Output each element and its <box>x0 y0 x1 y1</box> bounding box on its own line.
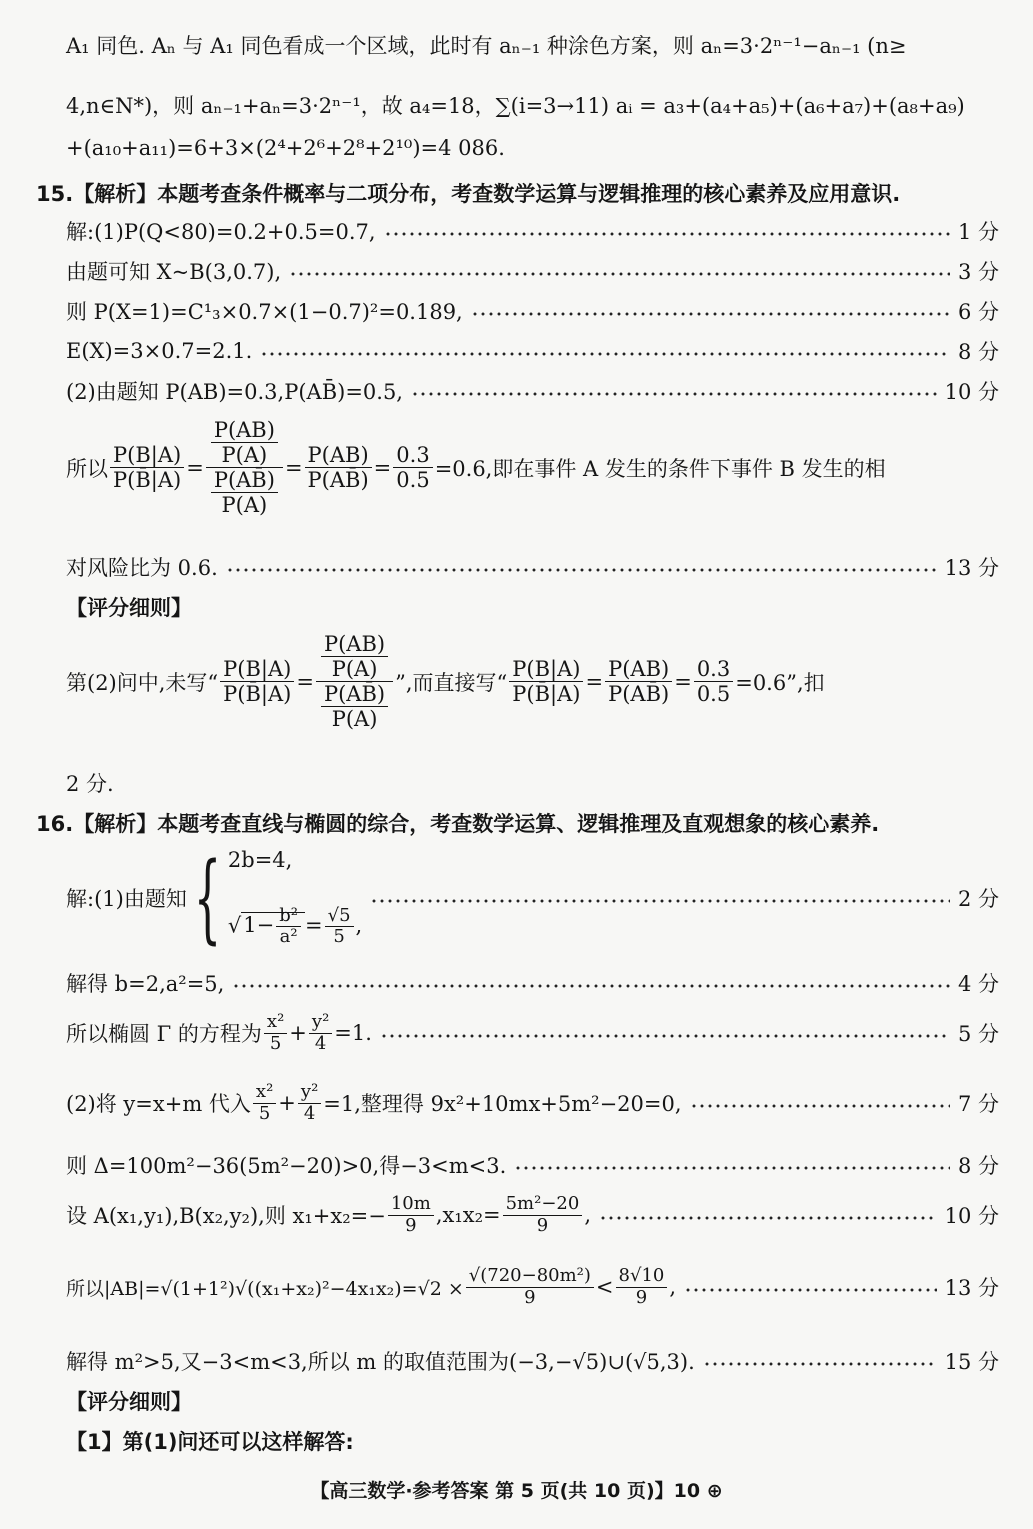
solution-line: 所以|AB|=√(1+1²)√((x₁+x₂)²−4x₁x₂)=√2 × $\frac{\text{√(720−80m²)}}{9}$ < $\frac{8√10}{9}$ , 13 分 <box>66 1265 999 1308</box>
score: 13 分 <box>944 556 999 580</box>
fraction: $\frac{P(AB)}{P(AB̄)}$ <box>605 657 672 706</box>
grading-heading: 【评分细则】 <box>66 596 192 620</box>
leader-dots <box>226 568 937 572</box>
fraction: $\frac{P(AB)}{P(AB̄)}$ <box>305 443 372 492</box>
q16-heading: 16.【解析】本题考查直线与椭圆的综合，考查数学运算、逻辑推理及直观想象的核心素养. <box>36 812 880 836</box>
leader-dots <box>232 984 950 988</box>
compound-fraction: $\frac{\frac{P(AB)}{P(A)}}{\frac{P(AB̄)}{P(A)}}$ <box>206 418 283 518</box>
fraction: $\frac{0.3}{0.5}$ <box>694 657 733 706</box>
score: 15 分 <box>944 1350 999 1374</box>
brace: { <box>193 842 222 954</box>
equation-system: 2b=4, √1− $\frac{\text{b²}}{\text{a²}}$ = $\frac{√5}{5}$ , <box>227 848 363 948</box>
system-equation: 解:(1)由题知 { 2b=4, √1− $\frac{\text{b²}}{\text{a²}}$ = $\frac{√5}{5}$ , 2 分 <box>66 842 999 954</box>
fraction-equation: 第(2)问中,未写“ $\frac{P(B|A)}{P(B̄|A)}$ = $\frac{\frac{P(AB)}{P(A)}}{\frac{P(AB̄)}{P(A)}}$ ”,而直接写“ $\frac{P(B|A)}{P(B̄|A)}$ = $\frac{P(AB)}{P(AB̄)}$ = $\frac{0.3}{0.5}$ =0.6”,扣 <box>66 632 825 732</box>
grading-heading: 【评分细则】 <box>66 1390 192 1414</box>
text-line: A₁ 同色. Aₙ 与 A₁ 同色看成一个区域，此时有 aₙ₋₁ 种涂色方案，则 aₙ=3·2ⁿ⁻¹−aₙ₋₁ (n≥ <box>66 34 907 58</box>
leader-dots <box>599 1216 937 1220</box>
leader-dots <box>684 1288 937 1292</box>
text-line: 2 分. <box>66 772 114 796</box>
fraction: $\frac{P(B|A)}{P(B̄|A)}$ <box>220 657 294 706</box>
fraction: $\frac{0.3}{0.5}$ <box>393 443 432 492</box>
score: 1 分 <box>957 220 999 244</box>
solution-line: 由题可知 X~B(3,0.7), 3 分 <box>66 256 999 286</box>
leader-dots <box>289 272 950 276</box>
solution-line: (2)将 y=x+m 代入 $\frac{\text{x²}}{5}$ + $\frac{\text{y²}}{4}$ =1,整理得 9x²+10mx+5m²−20=0, 7 分 <box>66 1081 999 1124</box>
solution-line: 解得 m²>5,又−3<m<3,所以 m 的取值范围为(−3,−√5)∪(√5,3). 15 分 <box>66 1346 999 1376</box>
leader-dots <box>703 1362 937 1366</box>
score: 10 分 <box>944 380 999 404</box>
leader-dots <box>370 899 950 903</box>
fraction: $\frac{P(B|A)}{P(B̄|A)}$ <box>509 657 583 706</box>
leader-dots <box>411 392 937 396</box>
solution-line: (2)由题知 P(AB)=0.3,P(AB̄)=0.5, 10 分 <box>66 376 999 406</box>
solution-line: 则 Δ=100m²−36(5m²−20)>0,得−3<m<3. 8 分 <box>66 1150 999 1180</box>
solution-line: 设 A(x₁,y₁),B(x₂,y₂),则 x₁+x₂=− $\frac{10m}{9}$ ,x₁x₂= $\frac{\text{5m²−20}}{9}$ , 10 分 <box>66 1193 999 1236</box>
leader-dots <box>690 1104 950 1108</box>
text-line: +(a₁₀+a₁₁)=6+3×(2⁴+2⁶+2⁸+2¹⁰)=4 086. <box>66 136 505 160</box>
solution-line: 所以椭圆 Γ 的方程为 $\frac{\text{x²}}{5}$ + $\frac{\text{y²}}{4}$ =1. 5 分 <box>66 1011 999 1054</box>
score: 8 分 <box>957 340 999 364</box>
score: 13 分 <box>944 1276 999 1301</box>
score: 5 分 <box>957 1022 999 1047</box>
text-line: 【1】第(1)问还可以这样解答: <box>66 1430 354 1454</box>
solution-line: E(X)=3×0.7=2.1. 8 分 <box>66 336 999 366</box>
score: 2 分 <box>957 887 999 911</box>
leader-dots <box>380 1034 950 1038</box>
solution-line: 则 P(X=1)=C¹₃×0.7×(1−0.7)²=0.189, 6 分 <box>66 296 999 326</box>
leader-dots <box>471 312 950 316</box>
leader-dots <box>260 352 950 356</box>
solution-line: 解:(1)P(Q<80)=0.2+0.5=0.7, 1 分 <box>66 216 999 246</box>
score: 6 分 <box>957 300 999 324</box>
text-line: 4,n∈N*)，则 aₙ₋₁+aₙ=3·2ⁿ⁻¹，故 a₄=18，∑(i=3→11) aᵢ = a₃+(a₄+a₅)+(a₆+a₇)+(a₈+a₉) <box>66 94 965 118</box>
score: 3 分 <box>957 260 999 284</box>
score: 4 分 <box>957 972 999 996</box>
q15-heading: 15.【解析】本题考查条件概率与二项分布，考查数学运算与逻辑推理的核心素养及应用意识. <box>36 182 901 206</box>
solution-line: 对风险比为 0.6. 13 分 <box>66 552 999 582</box>
leader-dots <box>514 1166 950 1170</box>
score: 10 分 <box>944 1204 999 1229</box>
solution-line: 解得 b=2,a²=5, 4 分 <box>66 968 999 998</box>
leader-dots <box>384 232 950 236</box>
score: 7 分 <box>957 1092 999 1117</box>
compound-fraction: $\frac{\frac{P(AB)}{P(A)}}{\frac{P(AB̄)}{P(A)}}$ <box>316 632 393 732</box>
page-footer: 【高三数学·参考答案 第 5 页(共 10 页)】10 ⊕ <box>310 1480 723 1502</box>
score: 8 分 <box>957 1154 999 1178</box>
fraction: $\frac{P(B|A)}{P(B̄|A)}$ <box>110 443 184 492</box>
fraction-equation: 所以 $\frac{P(B|A)}{P(B̄|A)}$ = $\frac{\frac{P(AB)}{P(A)}}{\frac{P(AB̄)}{P(A)}}$ = $\frac{P(AB)}{P(AB̄)}$ = $\frac{0.3}{0.5}$ =0.6,即在事件 A 发生的条件下事件 B 发生的相 <box>66 418 886 518</box>
